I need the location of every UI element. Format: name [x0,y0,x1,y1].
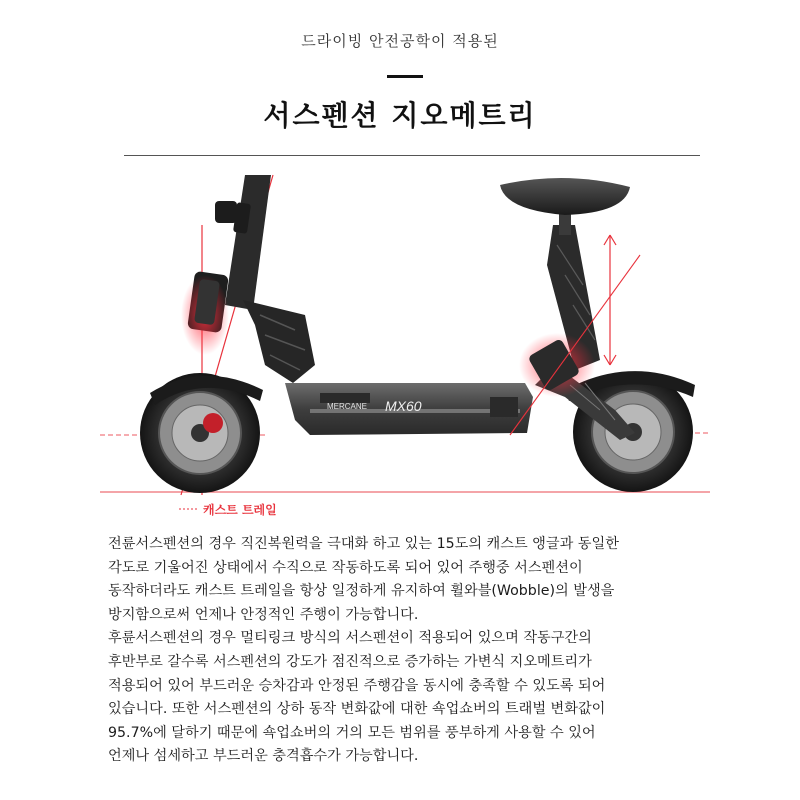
description-line: 적용되어 있어 부드러운 승차감과 안정된 주행감을 동시에 충족할 수 있도록 되어 [108,677,606,694]
page-subtitle: 드라이빙 안전공학이 적용된 [301,32,499,50]
seat [500,178,630,215]
model-label: MX60 [385,398,422,414]
description-line: 있습니다. 또한 서스펜션의 상하 동작 변화값에 대한 쇽업쇼버의 트래벌 변화값이 [108,701,606,718]
title-accent-bar [387,75,423,78]
description-line: 동작하더라도 캐스트 트레일을 항상 일정하게 유지하여 휠와블(Wobble)의 발생을 [108,583,615,600]
rear-shock [519,333,595,397]
description-line: 각도로 기울어진 상태에서 수직으로 작동하도록 되어 있어 주행중 서스펜션이 [108,559,583,576]
scooter-geometry-diagram [95,165,715,525]
description-line: 후반부로 갈수록 서스펜션의 강도가 점진적으로 증가하는 가변식 지오메트리가 [108,653,592,670]
description-text [108,533,728,769]
description-line: 후륜서스펜션의 경우 멀티링크 방식의 서스펜션이 적용되어 있으며 작동구간의 [108,630,592,647]
description-line: 전륜서스펜션의 경우 직진복원력을 극대화 하고 있는 15도의 캐스트 앵글과 동일한 [108,536,619,552]
caster-trail-label: 캐스트 트레일 [203,503,277,517]
brand-label: MERCANE [327,402,368,411]
page-title: 서스펜션 지오메트리 [263,99,537,132]
front-shock [181,271,229,355]
description-line: 95.7%에 달하기 때문에 쇽업쇼버의 거의 모든 범위를 풍부하게 사용할 수 있어 [108,724,596,741]
divider [124,155,700,156]
description-line: 언제나 섬세하고 부드러운 충격흡수가 가능합니다. [108,748,419,765]
description-line: 방지함으로써 언제나 안정적인 주행이 가능합니다. [108,606,419,623]
